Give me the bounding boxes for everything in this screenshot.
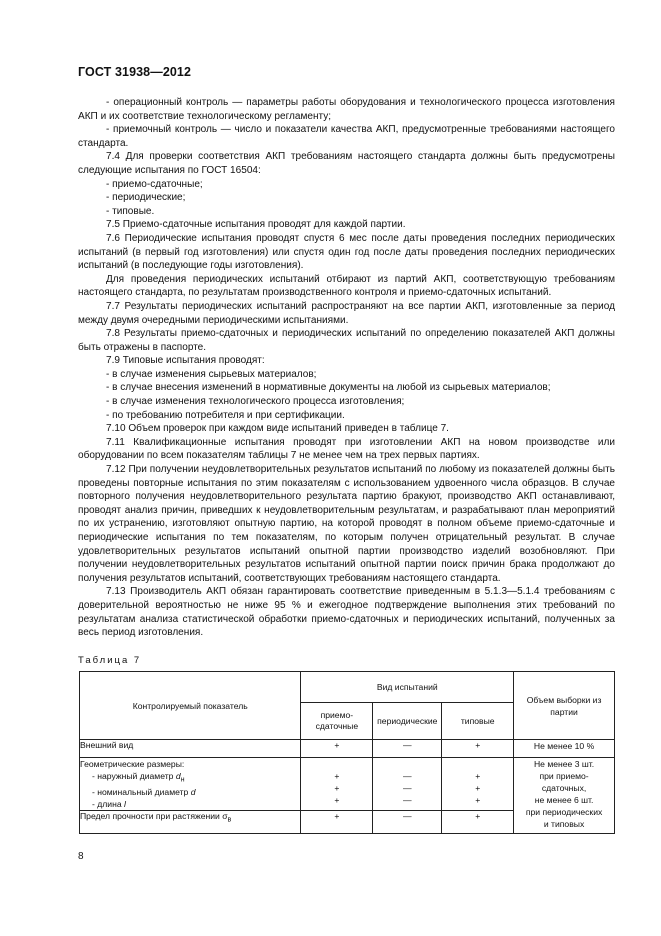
table-caption: Таблица 7: [78, 655, 142, 666]
paragraph: 7.12 При получении неудовлетворительных результатов испытаний по любому из показателей должны быть проведены повторные испытания по этим показателям с использованием удвоенного числа образцов. В случае повторного получения неудовлетворительного результата партию бракуют, производство АКП останавливают, проводят анализ причин, приведших к неудовлетворительным результатам, и разрабатывают план мероприятий по их устранению, изготовляют опытную партию, на которой проводят в полном объеме приемо-сдаточные и периодические испытания по тем показателям, по которым получен отрицательный результат. В случае удовлетворительных результатов испытаний опытной партии производство изделий возобновляют. При получении неудовлетворительных результатов испытаний опытной партии поиск причин брака продолжают до получения результатов испытаний, соответствующих требованиям настоящего стандарта.: [78, 464, 615, 584]
paragraph: 7.8 Результаты приемо-сдаточных и периодических испытаний по определению показателей АКП должны быть отражены в паспорте.: [78, 328, 615, 353]
indicator-cell: Внешний вид: [80, 740, 301, 758]
periodic-cell: —: [373, 810, 442, 833]
page-number: 8: [78, 851, 84, 862]
header-periodic: периодические: [373, 703, 442, 740]
paragraph: - в случае изменения технологического процесса изготовления;: [106, 396, 405, 408]
header-type: типовые: [442, 703, 514, 740]
paragraph: 7.10 Объем проверок при каждом виде испытаний приведен в таблице 7.: [106, 423, 449, 435]
paragraph: 7.6 Периодические испытания проводят спустя 6 мес после даты проведения последних периодических испытаний (в первый год изготовления) или спустя один год после даты проведения последних периодических испытаний (в последующие годы изготовления).: [78, 232, 615, 272]
paragraph: 7.4 Для проверки соответствия АКП требованиям настоящего стандарта должны быть предусмотрены следующие испытания по ГОСТ 16504:: [78, 151, 615, 176]
header-sample-volume: Объем выборки из партии: [514, 672, 615, 740]
table-row: [80, 740, 615, 758]
periodic-cell: — — —: [373, 758, 442, 811]
paragraph: 7.7 Результаты периодических испытаний распространяют на все партии АКП, изготовленные за период между двумя очередными периодическими испытаниями.: [78, 300, 615, 326]
volume-cell: Не менее 3 шт. при приемо- сдаточных, не менее 6 шт. при периодических и типовых: [514, 758, 615, 834]
header-acceptance: приемо- сдаточные: [301, 703, 373, 740]
header-indicator: Контролируемый показатель: [80, 672, 301, 740]
inspection-table: [79, 671, 615, 834]
paragraph: 7.5 Приемо-сдаточные испытания проводят для каждой партии.: [106, 219, 406, 231]
paragraph: - приемо-сдаточные;: [106, 178, 203, 190]
volume-cell: Не менее 10 %: [514, 740, 615, 758]
paragraph: - типовые.: [106, 205, 155, 217]
paragraph: - приемочный контроль — число и показатели качества АКП, предусмотренные требованиями настоящего стандарта.: [78, 124, 615, 149]
paragraph: 7.9 Типовые испытания проводят:: [106, 355, 265, 367]
paragraph: - операционный контроль — параметры работы оборудования и технологического процесса изготовления АКП и их соответствие технологическому регламенту;: [78, 97, 615, 122]
acceptance-cell: +: [301, 740, 373, 758]
type-cell: +: [442, 740, 514, 758]
paragraph: Для проведения периодических испытаний отбирают из партий АКП, соответствующую требованиям настоящего стандарта, по результатам производственного контроля и приемо-сдаточных испытаний.: [78, 273, 615, 299]
periodic-cell: —: [373, 740, 442, 758]
indicator-cell: Предел прочности при растяжении $\sigma_в$: [80, 810, 301, 833]
table-row: [80, 758, 615, 811]
acceptance-cell: + + +: [301, 758, 373, 811]
acceptance-cell: +: [301, 810, 373, 833]
header-test-types: Вид испытаний: [301, 672, 514, 703]
type-cell: +: [442, 810, 514, 833]
paragraph: - периодические;: [106, 192, 186, 204]
paragraph: 7.11 Квалификационные испытания проводят при изготовлении АКП на новом производстве или оборудовании по всем показателям таблицы 7 не менее чем на трех первых партиях.: [78, 436, 615, 462]
document-header: ГОСТ 31938—2012: [78, 65, 192, 79]
document-body: [78, 96, 615, 640]
indicator-cell: Геометрические размеры: - наружный диаметр $d_н$ - номинальный диаметр d - длина l: [80, 758, 301, 811]
paragraph: - в случае внесения изменений в нормативные документы на любой из сырьевых материалов;: [106, 382, 551, 394]
paragraph: 7.13 Производитель АКП обязан гарантировать соответствие приведенным в 5.1.3—5.1.4 требованиям с доверительной вероятностью не ниже 95 % и ежегодное подтверждение выполнения этих требований по результатам анализа статистической обработки приемо-сдаточных и периодических испытаний, полученных за весь период изготовления.: [78, 586, 615, 639]
paragraph: - в случае изменения сырьевых материалов;: [106, 368, 317, 380]
type-cell: + + +: [442, 758, 514, 811]
paragraph: - по требованию потребителя и при сертификации.: [106, 409, 345, 421]
